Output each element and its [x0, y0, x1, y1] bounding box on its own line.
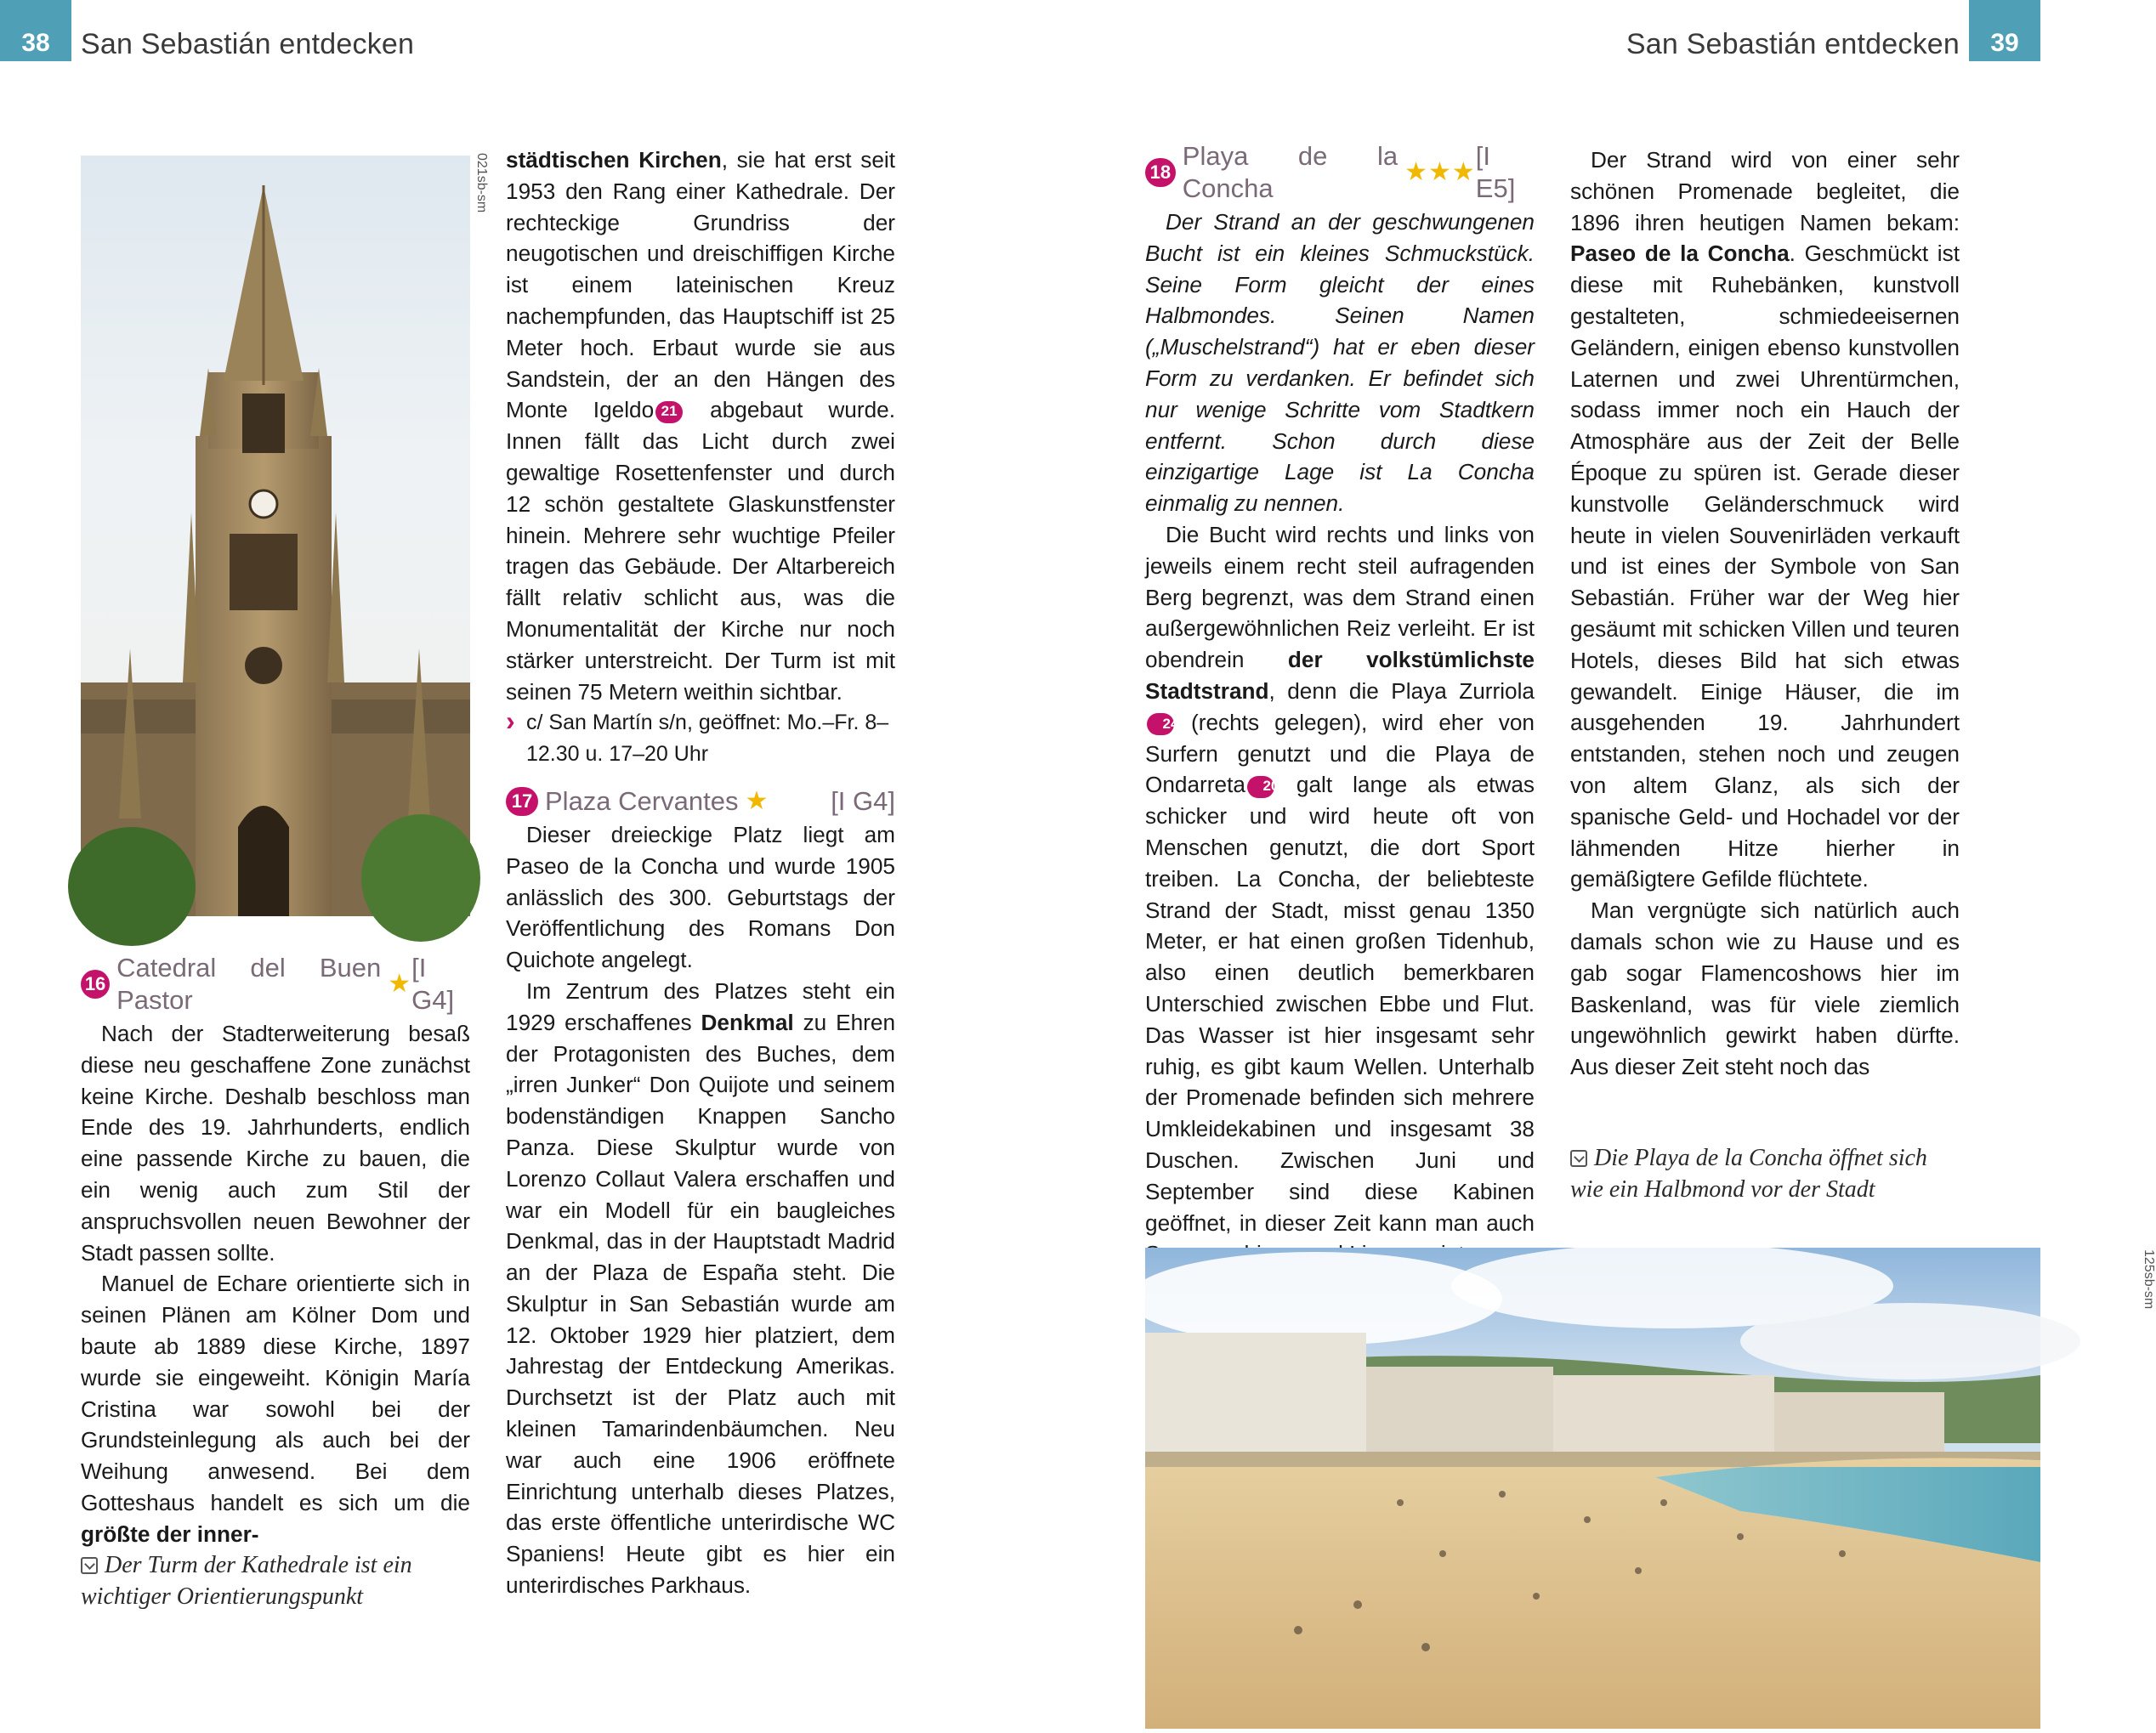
photo-caption-icon: [81, 1557, 98, 1574]
page-number-right: 39: [1969, 0, 2040, 61]
photo-credit-beach: 125sb-sm: [2142, 1249, 2156, 1310]
page-number-left: 38: [0, 0, 71, 61]
reference-badge: 21: [655, 401, 683, 423]
reference-badge: 24: [1147, 713, 1174, 735]
map-reference: [I E5]: [1475, 141, 1516, 203]
paragraph: Manuel de Echare orientierte sich in seinen Plänen am Kölner Dom und baute ab 1889 diese Kirche, 1897 wurde sie eingeweiht. Königin María Cristina war sowohl bei der Grundsteinlegung als auch bei der Weihung anwesend. Bei dem Gotteshaus handelt es sich um die größte der inner-: [81, 1271, 470, 1547]
column-3: [1145, 140, 1535, 1270]
paragraph: Dieser dreieckige Platz liegt am Paseo de la Concha und wurde 1905 anlässlich des 300. Geburtstags der Veröffentlichung des Romans Don Quichote angelegt.: [506, 821, 895, 973]
section-title: Plaza Cervantes: [545, 785, 739, 816]
star-rating: ★: [745, 786, 769, 815]
star-rating: ★★★: [1404, 158, 1476, 186]
section-heading-16: [81, 952, 470, 1017]
paragraph: Im Zentrum des Platzes steht ein 1929 erschaffenes Denkmal zu Ehren der Protagonisten des Buches, dem „irren Junker“ Don Quijote und seinem bodenständigen Knappen Sancho Panza. Diese Skulptur wurde von Lorenzo Collaut Valera erschaffen und war ein Modell für ein baugleiches Denkmal, das in der Hauptstadt Madrid an der Plaza de España steht. Die Skulptur in San Sebastián wurde am 12. Oktober 1929 hier platziert, dem Jahrestag der Entdeckung Amerikas. Durchsetzt ist der Platz auch mit kleinen Tamarindenbäumchen. Neu war auch eine 1906 eröffnete Einrichtung unterhalb dieses Platzes, das erste öffentliche unterirdische WC Spaniens! Heute gibt es hier ein unterirdisches Parkhaus.: [506, 977, 896, 1599]
left-page: [0, 0, 1020, 1729]
map-reference: [I G4]: [411, 953, 455, 1015]
section-heading-18: [1145, 140, 1535, 205]
paragraph: Der Strand wird von einer sehr schönen Promenade begleitet, die 1896 ihren heutigen Namen bekam: Paseo de la Concha. Geschmückt ist diese mit Ruhebänken, kunstvoll gestalteten, schmiedeeisernen Geländern, einigen ebenso kunstvollen Laternen und zwei Uhrentürmchen, sodass immer noch ein Hauch der Atmosphäre aus der Zeit der Belle Époque zu spüren ist. Gerade dieser kunstvolle Geländerschmuck wird heute in vielen Souvenirläden verkauft und ist eines der Symbole von San Sebastián. Früher war der Weg hier gesäumt mit schicken Villen und teuren Hotels, dieses Bild hat sich etwas gewandelt. Einige Häuser, die im ausgehenden 19. Jahrhundert entstanden, stehen noch und zeugen von altem Glanz, als sich der spanische Geld- und Hochadel vor der lähmenden Hitze hierher in gemäßigtere Gefilde flüchtete.: [1570, 147, 1960, 892]
intro-paragraph: Der Strand an der geschwungenen Bucht ist ein kleines Schmuckstück. Seine Form gleicht der eines Halbmondes. Seinen Namen („Muschelstrand“) hat er eben dieser Form zu verdanken. Er befindet sich nur wenige Schritte vom Stadtkern entfernt. Schon durch diese einzigartige Lage ist La Concha einmalig zu nennen.: [1145, 209, 1535, 517]
running-title-right: San Sebastián entdecken: [1626, 28, 1960, 60]
reference-badge: 20: [1247, 776, 1274, 798]
column-1: [81, 952, 470, 1550]
photo-credit-cathedral: 021sb-sm: [474, 153, 489, 213]
cathedral-photo: [81, 156, 470, 916]
caption-cathedral: Der Turm der Kathedrale ist ein wichtiger Orientierungspunkt: [81, 1552, 412, 1610]
paragraph: städtischen Kirchen, sie hat erst seit 1953 den Rang einer Kathedrale. Der rechteckige Grundriss der neugotischen und dreischiffigen Kirche ist einem lateinischen Kreuz nachempfunden, das Hauptschiff ist 25 Meter hoch. Erbaut wurde sie aus Sandstein, der an den Hängen des Monte Igeldo 21 abgebaut wurde. Innen fällt das Licht durch zwei gewaltige Rosettenfenster und durch 12 schön gestaltete Glaskunstfenster hinein. Mehrere sehr wuchtige Pfeiler tragen das Gebäude. Der Altarbereich fällt relativ schlicht aus, was die Monumentalität der Kirche nur noch stärker unterstreicht. Der Turm ist mit seinen 75 Metern weithin sichtbar.: [506, 147, 895, 705]
paragraph: Die Bucht wird rechts und links von jeweils einem recht steil aufragenden Berg begrenzt, was dem Strand einen außergewöhnlichen Reiz verleiht. Er ist obendrein der volkstümlichste Stadtstrand, denn die Playa Zurriola24 (rechts gelegen), wird eher von Surfern genutzt und die Playa de Ondarreta 20 galt lange als etwas schicker und wird heute oft von Menschen genutzt, die dort Sport treiben. La Concha, der beliebteste Strand der Stadt, misst genau 1350 Meter, er hat einen großen Tidenhub, also einen deutlich bemerkbaren Unterschied zwischen Ebbe und Flut. Das Wasser ist hier insgesamt sehr ruhig, es gibt kaum Wellen. Unterhalb der Promenade befinden sich mehrere Umkleidekabinen und insgesamt 38 Duschen. Zwischen Juni und September sind diese Kabinen geöffnet, in dieser Zeit kann man auch: [1145, 521, 1535, 1236]
paragraph: Nach der Stadterweiterung besaß diese neu geschaffene Zone zunächst keine Kirche. Deshalb beschloss man Ende des 19. Jahrhunderts, endlich eine passende Kirche zu bauen, die ein wenig auch zum Stil der anspruchsvollen neuen Bewohner der Stadt passen sollte.: [81, 1021, 470, 1266]
beach-photo: [1145, 1248, 2040, 1729]
column-2: [506, 144, 895, 1601]
running-title-left: San Sebastián entdecken: [81, 28, 415, 60]
section-title: Catedral del Buen Pastor: [116, 953, 382, 1015]
caption-beach: Die Playa de la Concha öffnet sich wie ein Halbmond vor der Stadt: [1570, 1145, 1927, 1203]
section-heading-17: [506, 785, 895, 818]
map-reference: [I G4]: [831, 785, 895, 816]
section-number-badge: 18: [1145, 158, 1176, 187]
section-number-badge: 16: [81, 970, 110, 999]
column-4: [1570, 144, 1960, 1083]
opening-hours-info: › c/ San Martín s/n, geöffnet: Mo.–Fr. 8–12.30 u. 17–20 Uhr: [506, 707, 895, 770]
section-number-badge: 17: [506, 787, 538, 816]
section-title: Playa de la Concha: [1182, 141, 1399, 203]
star-rating: ★: [388, 970, 412, 998]
paragraph: Man vergnügte sich natürlich auch damals schon wie zu Hause und es gab sogar Flamencoshows hier im Baskenland, was für viele ziemlich ungewöhnlich gewirkt haben dürfte. Aus dieser Zeit steht noch das: [1570, 898, 1960, 1080]
photo-caption-icon: [1570, 1150, 1587, 1167]
